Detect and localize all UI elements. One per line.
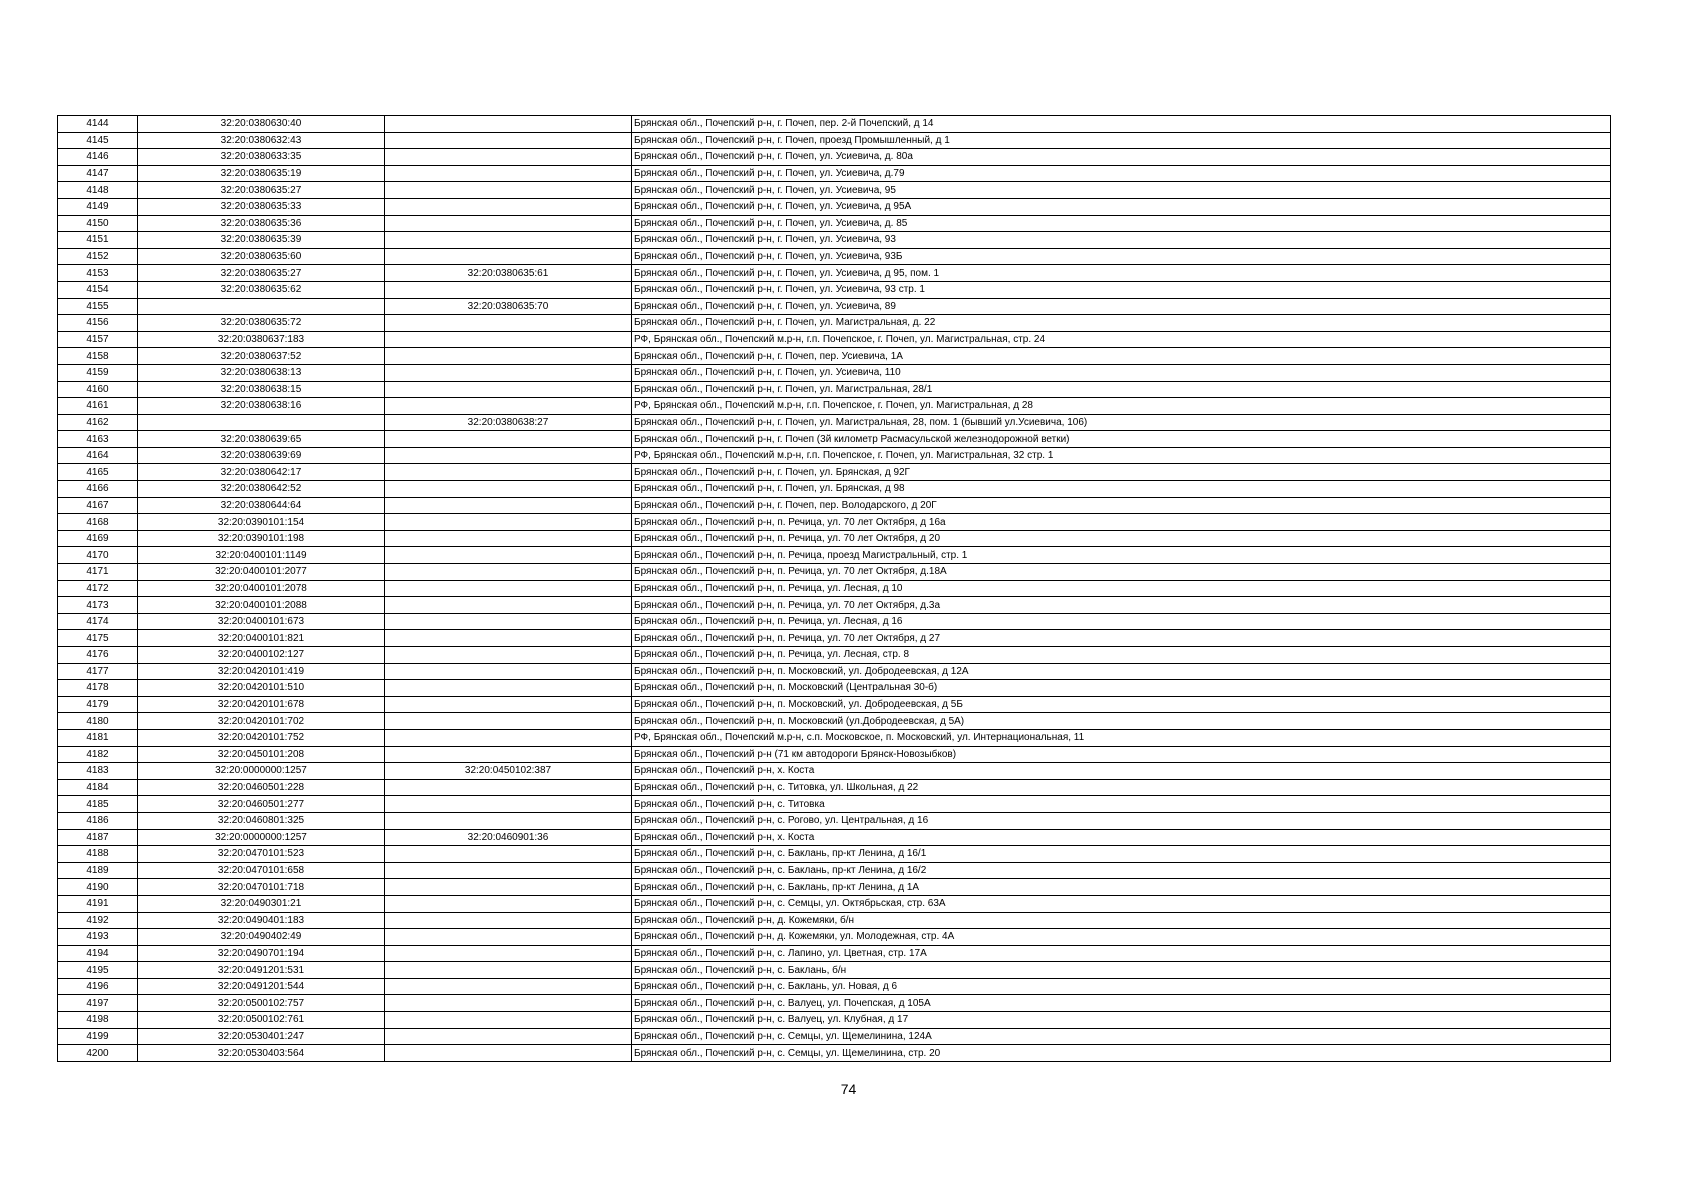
- address-cell: Брянская обл., Почепский р-н, г. Почеп, ул. Магистральная, д. 22: [632, 315, 1611, 332]
- table-row: [58, 1012, 1611, 1029]
- row-number-cell: 4171: [58, 564, 138, 581]
- linked-cadastral-number-cell: [385, 182, 632, 199]
- address-cell: Брянская обл., Почепский р-н, г. Почеп, ул. Усиевича, д. 85: [632, 215, 1611, 232]
- table-row: [58, 812, 1611, 829]
- linked-cadastral-number-cell: 32:20:0380638:27: [385, 414, 632, 431]
- table-row: [58, 696, 1611, 713]
- cadastral-number-cell: 32:20:0380642:52: [138, 481, 385, 498]
- table-row: [58, 232, 1611, 249]
- table-row: [58, 215, 1611, 232]
- linked-cadastral-number-cell: [385, 564, 632, 581]
- address-cell: Брянская обл., Почепский р-н, г. Почеп, ул. Усиевича, 89: [632, 298, 1611, 315]
- cadastral-number-cell: 32:20:0380638:13: [138, 364, 385, 381]
- linked-cadastral-number-cell: [385, 696, 632, 713]
- table-row: [58, 364, 1611, 381]
- linked-cadastral-number-cell: [385, 812, 632, 829]
- address-cell: Брянская обл., Почепский р-н, с. Семцы, ул. Щемелинина, стр. 20: [632, 1045, 1611, 1062]
- table-row: [58, 1028, 1611, 1045]
- table-row: [58, 663, 1611, 680]
- row-number-cell: 4166: [58, 481, 138, 498]
- cadastral-number-cell: 32:20:0380639:69: [138, 447, 385, 464]
- row-number-cell: 4159: [58, 364, 138, 381]
- cadastral-number-cell: 32:20:0460501:228: [138, 779, 385, 796]
- row-number-cell: 4145: [58, 132, 138, 149]
- linked-cadastral-number-cell: [385, 165, 632, 182]
- table-row: [58, 862, 1611, 879]
- row-number-cell: 4175: [58, 630, 138, 647]
- table-row: [58, 182, 1611, 199]
- cadastral-number-cell: 32:20:0400101:821: [138, 630, 385, 647]
- row-number-cell: 4176: [58, 647, 138, 664]
- address-cell: РФ, Брянская обл., Почепский м.р-н, г.п. Почепское, г. Почеп, ул. Магистральная, стр. 24: [632, 331, 1611, 348]
- cadastral-number-cell: 32:20:0460501:277: [138, 796, 385, 813]
- linked-cadastral-number-cell: [385, 116, 632, 133]
- row-number-cell: 4165: [58, 464, 138, 481]
- table-row: [58, 796, 1611, 813]
- linked-cadastral-number-cell: [385, 331, 632, 348]
- linked-cadastral-number-cell: [385, 912, 632, 929]
- table-row: [58, 729, 1611, 746]
- row-number-cell: 4154: [58, 281, 138, 298]
- cadastral-number-cell: 32:20:0500102:757: [138, 995, 385, 1012]
- table-row: [58, 879, 1611, 896]
- linked-cadastral-number-cell: 32:20:0380635:61: [385, 265, 632, 282]
- linked-cadastral-number-cell: [385, 995, 632, 1012]
- row-number-cell: 4156: [58, 315, 138, 332]
- address-cell: РФ, Брянская обл., Почепский м.р-н, г.п. Почепское, г. Почеп, ул. Магистральная, 32 стр. 1: [632, 447, 1611, 464]
- row-number-cell: 4162: [58, 414, 138, 431]
- linked-cadastral-number-cell: [385, 597, 632, 614]
- table-row: [58, 746, 1611, 763]
- linked-cadastral-number-cell: [385, 447, 632, 464]
- linked-cadastral-number-cell: [385, 547, 632, 564]
- address-cell: Брянская обл., Почепский р-н, с. Лапино, ул. Цветная, стр. 17А: [632, 945, 1611, 962]
- row-number-cell: 4200: [58, 1045, 138, 1062]
- cadastral-number-cell: 32:20:0460801:325: [138, 812, 385, 829]
- row-number-cell: 4170: [58, 547, 138, 564]
- cadastral-number-cell: 32:20:0380637:52: [138, 348, 385, 365]
- table-row: [58, 995, 1611, 1012]
- table-row: [58, 447, 1611, 464]
- table-row: [58, 132, 1611, 149]
- cadastral-number-cell: 32:20:0380630:40: [138, 116, 385, 133]
- row-number-cell: 4199: [58, 1028, 138, 1045]
- table-row: [58, 381, 1611, 398]
- linked-cadastral-number-cell: [385, 663, 632, 680]
- row-number-cell: 4178: [58, 680, 138, 697]
- table-row: [58, 962, 1611, 979]
- linked-cadastral-number-cell: [385, 613, 632, 630]
- row-number-cell: 4174: [58, 613, 138, 630]
- row-number-cell: 4197: [58, 995, 138, 1012]
- table-row: [58, 248, 1611, 265]
- cadastral-number-cell: 32:20:0490701:194: [138, 945, 385, 962]
- table-row: [58, 331, 1611, 348]
- address-cell: Брянская обл., Почепский р-н, г. Почеп, пер. Усиевича, 1А: [632, 348, 1611, 365]
- address-cell: Брянская обл., Почепский р-н, х. Коста: [632, 763, 1611, 780]
- table-row: [58, 165, 1611, 182]
- address-cell: Брянская обл., Почепский р-н, г. Почеп, ул. Брянская, д 98: [632, 481, 1611, 498]
- row-number-cell: 4167: [58, 497, 138, 514]
- row-number-cell: 4146: [58, 149, 138, 166]
- cadastral-number-cell: 32:20:0390101:154: [138, 514, 385, 531]
- cadastral-number-cell: 32:20:0470101:718: [138, 879, 385, 896]
- linked-cadastral-number-cell: [385, 348, 632, 365]
- cadastral-number-cell: [138, 298, 385, 315]
- cadastral-number-cell: 32:20:0380644:64: [138, 497, 385, 514]
- address-cell: Брянская обл., Почепский р-н, г. Почеп, ул. Усиевича, 110: [632, 364, 1611, 381]
- address-cell: Брянская обл., Почепский р-н, с. Семцы, ул. Октябрьская, стр. 63А: [632, 895, 1611, 912]
- cadastral-number-cell: 32:20:0490402:49: [138, 929, 385, 946]
- row-number-cell: 4195: [58, 962, 138, 979]
- cadastral-number-cell: 32:20:0420101:510: [138, 680, 385, 697]
- row-number-cell: 4161: [58, 398, 138, 415]
- cadastral-number-cell: 32:20:0000000:1257: [138, 829, 385, 846]
- address-cell: Брянская обл., Почепский р-н, с. Семцы, ул. Щемелинина, 124А: [632, 1028, 1611, 1045]
- row-number-cell: 4189: [58, 862, 138, 879]
- linked-cadastral-number-cell: [385, 497, 632, 514]
- table-row: [58, 613, 1611, 630]
- table-row: [58, 929, 1611, 946]
- table-row: [58, 315, 1611, 332]
- address-cell: Брянская обл., Почепский р-н, с. Баклань, пр-кт Ленина, д 1А: [632, 879, 1611, 896]
- row-number-cell: 4157: [58, 331, 138, 348]
- linked-cadastral-number-cell: [385, 232, 632, 249]
- table-row: [58, 846, 1611, 863]
- cadastral-number-cell: 32:20:0380635:60: [138, 248, 385, 265]
- row-number-cell: 4153: [58, 265, 138, 282]
- cadastral-number-cell: 32:20:0380635:62: [138, 281, 385, 298]
- row-number-cell: 4168: [58, 514, 138, 531]
- linked-cadastral-number-cell: [385, 398, 632, 415]
- address-cell: Брянская обл., Почепский р-н, г. Почеп (3й километр Расмасульской железнодорожной ветки): [632, 431, 1611, 448]
- row-number-cell: 4185: [58, 796, 138, 813]
- linked-cadastral-number-cell: [385, 198, 632, 215]
- address-cell: Брянская обл., Почепский р-н, г. Почеп, проезд Промышленный, д 1: [632, 132, 1611, 149]
- row-number-cell: 4160: [58, 381, 138, 398]
- address-cell: Брянская обл., Почепский р-н, г. Почеп, ул. Усиевича, 93Б: [632, 248, 1611, 265]
- table-row: [58, 116, 1611, 133]
- address-cell: Брянская обл., Почепский р-н, п. Речица, ул. 70 лет Октября, д.3а: [632, 597, 1611, 614]
- address-cell: Брянская обл., Почепский р-н, г. Почеп, ул. Усиевича, д.79: [632, 165, 1611, 182]
- table-row: [58, 779, 1611, 796]
- linked-cadastral-number-cell: [385, 746, 632, 763]
- row-number-cell: 4190: [58, 879, 138, 896]
- linked-cadastral-number-cell: [385, 729, 632, 746]
- linked-cadastral-number-cell: [385, 381, 632, 398]
- linked-cadastral-number-cell: 32:20:0450102:387: [385, 763, 632, 780]
- table-row: [58, 464, 1611, 481]
- table-row: [58, 945, 1611, 962]
- linked-cadastral-number-cell: [385, 215, 632, 232]
- linked-cadastral-number-cell: [385, 464, 632, 481]
- address-cell: Брянская обл., Почепский р-н, п. Московский, ул. Добродеевская, д 5Б: [632, 696, 1611, 713]
- table-body: [58, 116, 1611, 1062]
- row-number-cell: 4163: [58, 431, 138, 448]
- row-number-cell: 4149: [58, 198, 138, 215]
- row-number-cell: 4186: [58, 812, 138, 829]
- cadastral-number-cell: 32:20:0380632:43: [138, 132, 385, 149]
- cadastral-number-cell: 32:20:0380637:183: [138, 331, 385, 348]
- linked-cadastral-number-cell: [385, 779, 632, 796]
- row-number-cell: 4150: [58, 215, 138, 232]
- address-cell: Брянская обл., Почепский р-н, г. Почеп, ул. Усиевича, д 95А: [632, 198, 1611, 215]
- row-number-cell: 4191: [58, 895, 138, 912]
- table-row: [58, 431, 1611, 448]
- table-row: [58, 895, 1611, 912]
- address-cell: Брянская обл., Почепский р-н, с. Баклань, пр-кт Ленина, д 16/1: [632, 846, 1611, 863]
- row-number-cell: 4152: [58, 248, 138, 265]
- address-cell: Брянская обл., Почепский р-н, г. Почеп, ул. Усиевича, 93: [632, 232, 1611, 249]
- linked-cadastral-number-cell: 32:20:0460901:36: [385, 829, 632, 846]
- address-cell: Брянская обл., Почепский р-н, п. Московский, ул. Добродеевская, д 12А: [632, 663, 1611, 680]
- table-row: [58, 398, 1611, 415]
- address-cell: РФ, Брянская обл., Почепский м.р-н, с.п. Московское, п. Московский, ул. Интернациональная, 11: [632, 729, 1611, 746]
- address-cell: Брянская обл., Почепский р-н, с. Баклань, пр-кт Ленина, д 16/2: [632, 862, 1611, 879]
- cadastral-number-cell: 32:20:0380638:15: [138, 381, 385, 398]
- address-cell: Брянская обл., Почепский р-н, г. Почеп, пер. 2-й Почепский, д 14: [632, 116, 1611, 133]
- table-row: [58, 597, 1611, 614]
- row-number-cell: 4147: [58, 165, 138, 182]
- row-number-cell: 4179: [58, 696, 138, 713]
- table-row: [58, 348, 1611, 365]
- cadastral-number-cell: 32:20:0400101:2088: [138, 597, 385, 614]
- cadastral-number-cell: 32:20:0380635:27: [138, 265, 385, 282]
- row-number-cell: 4184: [58, 779, 138, 796]
- cadastral-number-cell: 32:20:0420101:419: [138, 663, 385, 680]
- cadastral-number-cell: 32:20:0491201:544: [138, 978, 385, 995]
- linked-cadastral-number-cell: [385, 514, 632, 531]
- row-number-cell: 4164: [58, 447, 138, 464]
- table-row: [58, 978, 1611, 995]
- table-row: [58, 497, 1611, 514]
- table-row: [58, 149, 1611, 166]
- address-cell: Брянская обл., Почепский р-н, с. Титовка: [632, 796, 1611, 813]
- row-number-cell: 4144: [58, 116, 138, 133]
- cadastral-number-cell: 32:20:0420101:752: [138, 729, 385, 746]
- row-number-cell: 4151: [58, 232, 138, 249]
- linked-cadastral-number-cell: [385, 1045, 632, 1062]
- linked-cadastral-number-cell: 32:20:0380635:70: [385, 298, 632, 315]
- table-row: [58, 912, 1611, 929]
- linked-cadastral-number-cell: [385, 945, 632, 962]
- address-cell: Брянская обл., Почепский р-н, п. Речица, ул. Лесная, стр. 8: [632, 647, 1611, 664]
- address-cell: Брянская обл., Почепский р-н, п. Московский (Центральная 30-б): [632, 680, 1611, 697]
- linked-cadastral-number-cell: [385, 796, 632, 813]
- linked-cadastral-number-cell: [385, 364, 632, 381]
- address-cell: Брянская обл., Почепский р-н, п. Московский (ул.Добродеевская, д 5А): [632, 713, 1611, 730]
- cadastral-number-cell: 32:20:0530403:564: [138, 1045, 385, 1062]
- table-row: [58, 713, 1611, 730]
- address-cell: Брянская обл., Почепский р-н, г. Почеп, ул. Усиевича, д 95, пом. 1: [632, 265, 1611, 282]
- address-cell: Брянская обл., Почепский р-н, с. Баклань, ул. Новая, д 6: [632, 978, 1611, 995]
- cadastral-number-cell: 32:20:0380635:72: [138, 315, 385, 332]
- address-cell: Брянская обл., Почепский р-н, г. Почеп, ул. Магистральная, 28/1: [632, 381, 1611, 398]
- row-number-cell: 4169: [58, 530, 138, 547]
- row-number-cell: 4158: [58, 348, 138, 365]
- cadastral-number-cell: 32:20:0380635:27: [138, 182, 385, 199]
- cadastral-number-cell: 32:20:0400101:2078: [138, 580, 385, 597]
- linked-cadastral-number-cell: [385, 481, 632, 498]
- linked-cadastral-number-cell: [385, 846, 632, 863]
- cadastral-number-cell: 32:20:0490301:21: [138, 895, 385, 912]
- table-row: [58, 580, 1611, 597]
- cadastral-number-cell: 32:20:0380635:19: [138, 165, 385, 182]
- linked-cadastral-number-cell: [385, 680, 632, 697]
- address-cell: Брянская обл., Почепский р-н, с. Валуец, ул. Клубная, д 17: [632, 1012, 1611, 1029]
- row-number-cell: 4183: [58, 763, 138, 780]
- linked-cadastral-number-cell: [385, 431, 632, 448]
- address-cell: Брянская обл., Почепский р-н, г. Почеп, пер. Володарского, д 20Г: [632, 497, 1611, 514]
- table-row: [58, 281, 1611, 298]
- address-cell: Брянская обл., Почепский р-н, с. Титовка, ул. Школьная, д 22: [632, 779, 1611, 796]
- table-row: [58, 530, 1611, 547]
- row-number-cell: 4194: [58, 945, 138, 962]
- row-number-cell: 4173: [58, 597, 138, 614]
- linked-cadastral-number-cell: [385, 647, 632, 664]
- cadastral-number-cell: [138, 414, 385, 431]
- linked-cadastral-number-cell: [385, 895, 632, 912]
- address-cell: Брянская обл., Почепский р-н, с. Валуец, ул. Почепская, д 105А: [632, 995, 1611, 1012]
- table-row: [58, 198, 1611, 215]
- table-row: [58, 265, 1611, 282]
- address-cell: Брянская обл., Почепский р-н, с. Рогово, ул. Центральная, д 16: [632, 812, 1611, 829]
- address-cell: Брянская обл., Почепский р-н, п. Речица, ул. 70 лет Октября, д.18А: [632, 564, 1611, 581]
- cadastral-number-cell: 32:20:0400101:2077: [138, 564, 385, 581]
- row-number-cell: 4181: [58, 729, 138, 746]
- row-number-cell: 4172: [58, 580, 138, 597]
- cadastral-number-cell: 32:20:0500102:761: [138, 1012, 385, 1029]
- table-row: [58, 298, 1611, 315]
- address-cell: Брянская обл., Почепский р-н, п. Речица, ул. Лесная, д 10: [632, 580, 1611, 597]
- address-cell: Брянская обл., Почепский р-н, г. Почеп, ул. Усиевича, 93 стр. 1: [632, 281, 1611, 298]
- row-number-cell: 4148: [58, 182, 138, 199]
- address-cell: Брянская обл., Почепский р-н, д. Кожемяки, ул. Молодежная, стр. 4А: [632, 929, 1611, 946]
- linked-cadastral-number-cell: [385, 962, 632, 979]
- cadastral-number-cell: 32:20:0490401:183: [138, 912, 385, 929]
- cadastral-number-cell: 32:20:0420101:702: [138, 713, 385, 730]
- table-row: [58, 647, 1611, 664]
- table-row: [58, 414, 1611, 431]
- cadastral-number-cell: 32:20:0390101:198: [138, 530, 385, 547]
- cadastral-number-cell: 32:20:0380635:33: [138, 198, 385, 215]
- linked-cadastral-number-cell: [385, 978, 632, 995]
- linked-cadastral-number-cell: [385, 281, 632, 298]
- cadastral-number-cell: 32:20:0000000:1257: [138, 763, 385, 780]
- row-number-cell: 4192: [58, 912, 138, 929]
- table-row: [58, 1045, 1611, 1062]
- address-cell: Брянская обл., Почепский р-н, п. Речица, ул. 70 лет Октября, д 20: [632, 530, 1611, 547]
- address-cell: Брянская обл., Почепский р-н, п. Речица, ул. 70 лет Октября, д 16а: [632, 514, 1611, 531]
- cadastral-number-cell: 32:20:0491201:531: [138, 962, 385, 979]
- table-row: [58, 630, 1611, 647]
- linked-cadastral-number-cell: [385, 580, 632, 597]
- linked-cadastral-number-cell: [385, 630, 632, 647]
- cadastral-number-cell: 32:20:0470101:523: [138, 846, 385, 863]
- linked-cadastral-number-cell: [385, 149, 632, 166]
- row-number-cell: 4187: [58, 829, 138, 846]
- cadastral-number-cell: 32:20:0470101:658: [138, 862, 385, 879]
- linked-cadastral-number-cell: [385, 530, 632, 547]
- address-cell: Брянская обл., Почепский р-н, п. Речица, проезд Магистральный, стр. 1: [632, 547, 1611, 564]
- address-cell: Брянская обл., Почепский р-н, г. Почеп, ул. Магистральная, 28, пом. 1 (бывший ул.Усиевича, 106): [632, 414, 1611, 431]
- linked-cadastral-number-cell: [385, 132, 632, 149]
- linked-cadastral-number-cell: [385, 713, 632, 730]
- row-number-cell: 4196: [58, 978, 138, 995]
- table-row: [58, 514, 1611, 531]
- table-row: [58, 481, 1611, 498]
- address-cell: Брянская обл., Почепский р-н, х. Коста: [632, 829, 1611, 846]
- table-row: [58, 763, 1611, 780]
- linked-cadastral-number-cell: [385, 929, 632, 946]
- address-cell: Брянская обл., Почепский р-н, г. Почеп, ул. Брянская, д 92Г: [632, 464, 1611, 481]
- address-cell: Брянская обл., Почепский р-н, д. Кожемяки, б/н: [632, 912, 1611, 929]
- table-row: [58, 547, 1611, 564]
- cadastral-number-cell: 32:20:0380635:39: [138, 232, 385, 249]
- cadastral-number-cell: 32:20:0380635:36: [138, 215, 385, 232]
- linked-cadastral-number-cell: [385, 248, 632, 265]
- cadastral-number-cell: 32:20:0420101:678: [138, 696, 385, 713]
- cadastral-number-cell: 32:20:0400101:673: [138, 613, 385, 630]
- linked-cadastral-number-cell: [385, 862, 632, 879]
- cadastral-number-cell: 32:20:0380639:65: [138, 431, 385, 448]
- table-row: [58, 564, 1611, 581]
- row-number-cell: 4188: [58, 846, 138, 863]
- linked-cadastral-number-cell: [385, 315, 632, 332]
- row-number-cell: 4155: [58, 298, 138, 315]
- cadastral-number-cell: 32:20:0400102:127: [138, 647, 385, 664]
- row-number-cell: 4182: [58, 746, 138, 763]
- row-number-cell: 4193: [58, 929, 138, 946]
- row-number-cell: 4180: [58, 713, 138, 730]
- table-row: [58, 680, 1611, 697]
- cadastral-number-cell: 32:20:0450101:208: [138, 746, 385, 763]
- address-cell: Брянская обл., Почепский р-н, п. Речица, ул. 70 лет Октября, д 27: [632, 630, 1611, 647]
- address-cell: Брянская обл., Почепский р-н, с. Баклань, б/н: [632, 962, 1611, 979]
- address-cell: РФ, Брянская обл., Почепский м.р-н, г.п. Почепское, г. Почеп, ул. Магистральная, д 28: [632, 398, 1611, 415]
- cadastral-number-cell: 32:20:0380638:16: [138, 398, 385, 415]
- address-cell: Брянская обл., Почепский р-н, г. Почеп, ул. Усиевича, д. 80а: [632, 149, 1611, 166]
- property-register-table: [57, 115, 1611, 1062]
- cadastral-number-cell: 32:20:0380642:17: [138, 464, 385, 481]
- linked-cadastral-number-cell: [385, 879, 632, 896]
- address-cell: Брянская обл., Почепский р-н, п. Речица, ул. Лесная, д 16: [632, 613, 1611, 630]
- row-number-cell: 4177: [58, 663, 138, 680]
- cadastral-number-cell: 32:20:0380633:35: [138, 149, 385, 166]
- linked-cadastral-number-cell: [385, 1028, 632, 1045]
- table-row: [58, 829, 1611, 846]
- cadastral-number-cell: 32:20:0530401:247: [138, 1028, 385, 1045]
- row-number-cell: 4198: [58, 1012, 138, 1029]
- cadastral-number-cell: 32:20:0400101:1149: [138, 547, 385, 564]
- address-cell: Брянская обл., Почепский р-н, г. Почеп, ул. Усиевича, 95: [632, 182, 1611, 199]
- page-number: 74: [840, 1081, 857, 1097]
- address-cell: Брянская обл., Почепский р-н (71 км автодороги Брянск-Новозыбков): [632, 746, 1611, 763]
- linked-cadastral-number-cell: [385, 1012, 632, 1029]
